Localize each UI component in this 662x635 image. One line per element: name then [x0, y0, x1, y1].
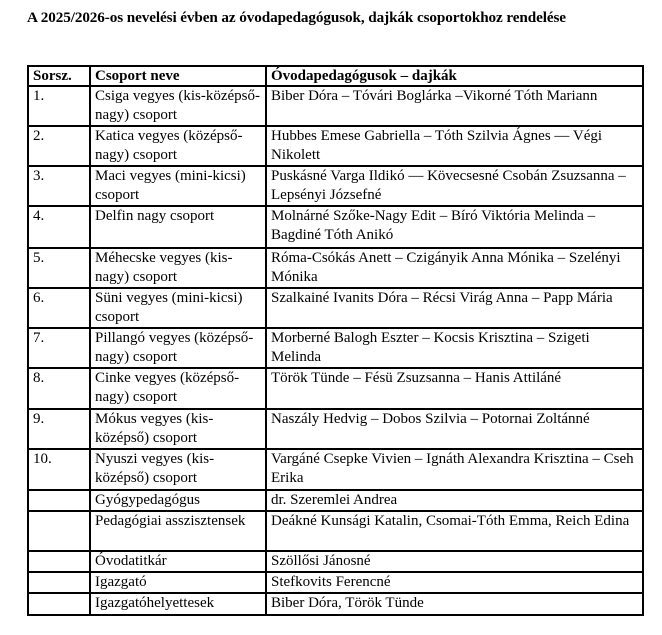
cell-staff: Morberné Balogh Eszter – Kocsis Krisztina – Szigeti Melinda	[266, 328, 643, 368]
cell-number: 5.	[28, 248, 90, 288]
table-row	[28, 368, 643, 409]
cell-number: 10.	[28, 449, 90, 490]
table-header-row	[28, 66, 643, 86]
cell-staff: Szalkainé Ivanits Dóra – Récsi Virág Anna – Papp Mária	[266, 288, 643, 328]
header-staff: Óvodapedagógusok – dajkák	[266, 66, 643, 86]
assignment-table	[27, 65, 644, 616]
document-title: A 2025/2026-os nevelési évben az óvodapedagógusok, dajkák csoportokhoz rendelése	[27, 9, 566, 26]
cell-group-name: Pillangó vegyes (középső-nagy) csoport	[90, 328, 266, 368]
table-row	[28, 86, 643, 126]
cell-number	[28, 593, 90, 615]
table-row	[28, 328, 643, 368]
cell-staff: Molnárné Szőke-Nagy Edit – Bíró Viktória Melinda – Bagdiné Tóth Anikó	[266, 206, 643, 248]
table-row	[28, 206, 643, 248]
cell-staff: Vargáné Csepke Vivien – Ignáth Alexandra Krisztina – Cseh Erika	[266, 449, 643, 490]
cell-group-name: Igazgatóhelyettesek	[90, 593, 266, 615]
cell-group-name: Mókus vegyes (kis-középső) csoport	[90, 409, 266, 449]
table-row	[28, 490, 643, 511]
cell-group-name: Óvodatitkár	[90, 551, 266, 572]
header-group-name: Csoport neve	[90, 66, 266, 86]
table-row	[28, 288, 643, 328]
cell-number	[28, 490, 90, 511]
cell-number: 3.	[28, 166, 90, 206]
cell-staff: Puskásné Varga Ildikó — Kövecsesné Csobán Zsuzsanna – Lepsényi Józsefné	[266, 166, 643, 206]
cell-group-name: Pedagógiai asszisztensek	[90, 511, 266, 551]
cell-number: 2.	[28, 126, 90, 166]
cell-number: 7.	[28, 328, 90, 368]
cell-number: 6.	[28, 288, 90, 328]
cell-group-name: Maci vegyes (mini-kicsi) csoport	[90, 166, 266, 206]
cell-number: 8.	[28, 368, 90, 409]
cell-staff: Stefkovits Ferencné	[266, 572, 643, 593]
cell-staff: Deákné Kunsági Katalin, Csomai-Tóth Emma, Reich Edina	[266, 511, 643, 551]
cell-number: 1.	[28, 86, 90, 126]
table-row	[28, 511, 643, 551]
cell-group-name: Méhecske vegyes (kis-nagy) csoport	[90, 248, 266, 288]
cell-number: 4.	[28, 206, 90, 248]
table-row	[28, 551, 643, 572]
table-row	[28, 409, 643, 449]
cell-group-name: Csiga vegyes (kis-középső-nagy) csoport	[90, 86, 266, 126]
table-row	[28, 126, 643, 166]
cell-number	[28, 572, 90, 593]
cell-group-name: Delfin nagy csoport	[90, 206, 266, 248]
cell-staff: dr. Szeremlei Andrea	[266, 490, 643, 511]
header-number: Sorsz.	[28, 66, 90, 86]
cell-number	[28, 551, 90, 572]
cell-group-name: Igazgató	[90, 572, 266, 593]
cell-staff: Róma-Csókás Anett – Czigányik Anna Mónika – Szelényi Mónika	[266, 248, 643, 288]
cell-staff: Biber Dóra – Tóvári Boglárka –Vikorné Tóth Mariann	[266, 86, 643, 126]
cell-number: 9.	[28, 409, 90, 449]
table-row	[28, 248, 643, 288]
cell-staff: Szöllősi Jánosné	[266, 551, 643, 572]
cell-group-name: Gyógypedagógus	[90, 490, 266, 511]
cell-group-name: Süni vegyes (mini-kicsi) csoport	[90, 288, 266, 328]
table-row	[28, 593, 643, 615]
cell-group-name: Nyuszi vegyes (kis-középső) csoport	[90, 449, 266, 490]
table-row	[28, 572, 643, 593]
cell-staff: Biber Dóra, Török Tünde	[266, 593, 643, 615]
cell-group-name: Katica vegyes (középső-nagy) csoport	[90, 126, 266, 166]
cell-group-name: Cinke vegyes (középső-nagy) csoport	[90, 368, 266, 409]
cell-staff: Török Tünde – Fésü Zsuzsanna – Hanis Attiláné	[266, 368, 643, 409]
table-row	[28, 166, 643, 206]
table-row	[28, 449, 643, 490]
cell-number	[28, 511, 90, 551]
cell-staff: Naszály Hedvig – Dobos Szilvia – Potornai Zoltánné	[266, 409, 643, 449]
cell-staff: Hubbes Emese Gabriella – Tóth Szilvia Ágnes — Végi Nikolett	[266, 126, 643, 166]
